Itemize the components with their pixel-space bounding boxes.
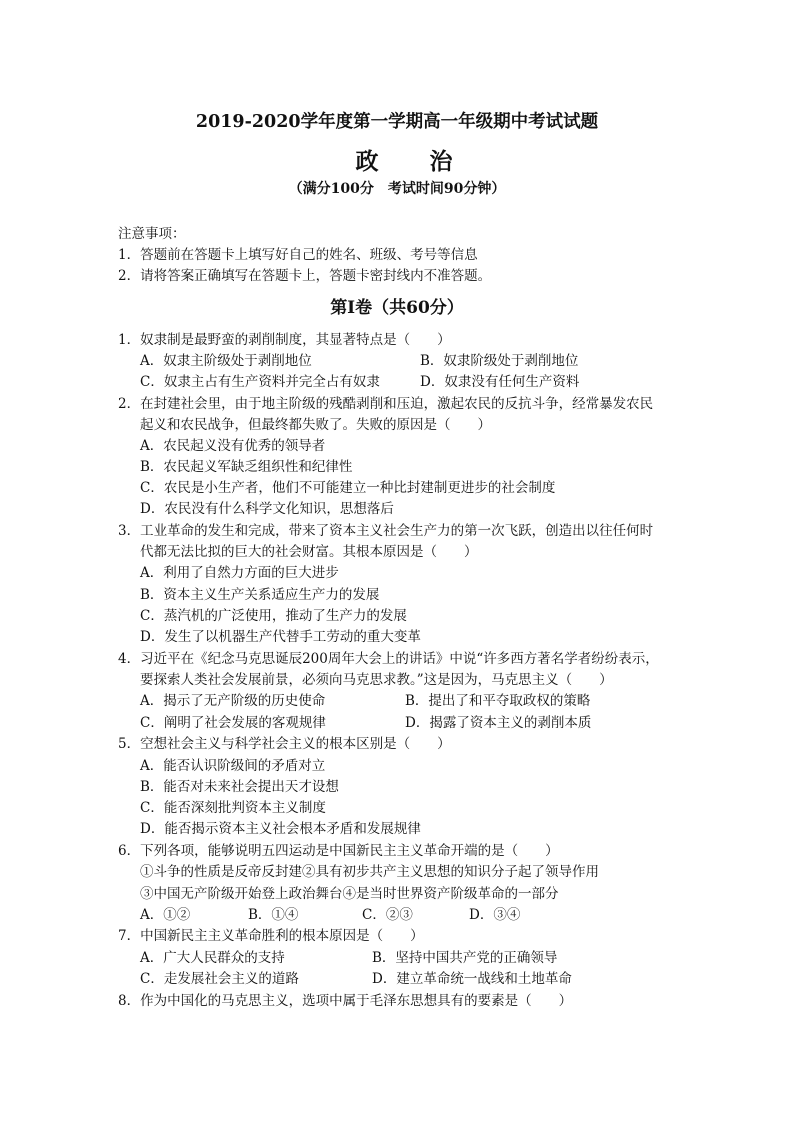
question-option: B．农民起义军缺乏组织性和纪律性 [140,459,353,475]
question-option: A．广大人民群众的支持 [140,950,285,966]
question-option: B．能否对未来社会提出天才设想 [140,779,339,795]
question-option: C．走发展社会主义的道路 [140,971,299,987]
question-option: A．奴隶主阶级处于剥削地位 [140,353,312,369]
exam-title: 2019-2020学年度第一学期高一年级期中考试试题 [195,112,599,132]
question-option: B．坚持中国共产党的正确领导 [372,950,558,966]
question-statement: ①斗争的性质是反帝反封建②具有初步共产主义思想的知识分子起了领导作用 [140,864,599,880]
question-option: A．能否认识阶级间的矛盾对立 [140,758,326,774]
question-option: B．资本主义生产关系适应生产力的发展 [140,587,380,603]
section-title: 第Ⅰ卷（共60分） [330,298,464,318]
question-option: C．奴隶主占有生产资料并完全占有奴隶 [140,374,380,390]
question-stem: 6．下列各项，能够说明五四运动是中国新民主主义革命开端的是（ ） [118,843,559,859]
question-option: C．②③ [362,907,413,923]
question-option: A．农民起义没有优秀的领导者 [140,438,326,454]
question-statement: ③中国无产阶级开始登上政治舞台④是当时世界资产阶级革命的一部分 [140,886,559,902]
question-option: D．农民没有什么科学文化知识，思想落后 [140,501,394,517]
question-stem: 2．在封建社会里，由于地主阶级的残酷剥削和压迫，激起农民的反抗斗争，经常暴发农民 [118,396,654,412]
question-stem: 7．中国新民主主义革命胜利的根本原因是（ ） [118,928,424,944]
notice-item: 2．请将答案正确填写在答题卡上，答题卡密封线内不准答题。 [118,268,492,284]
subject-title: 政 治 [355,148,467,175]
question-option: B．①④ [248,907,299,923]
question-option: C．阐明了社会发展的客观规律 [140,715,326,731]
question-stem: 起义和农民战争，但最终都失败了。失败的原因是（ ） [140,417,491,433]
question-option: C．农民是小生产者，他们不可能建立一种比封建制更进步的社会制度 [140,480,556,496]
question-option: D．揭露了资本主义的剥削本质 [405,715,592,731]
question-option: B．奴隶阶级处于剥削地位 [420,353,579,369]
question-stem: 要探索人类社会发展前景，必须向马克思求教。”这是因为，马克思主义（ ） [140,672,613,688]
question-option: C．能否深刻批判资本主义制度 [140,800,326,816]
question-option: D．奴隶没有任何生产资料 [420,374,580,390]
question-stem: 代都无法比拟的巨大的社会财富。其根本原因是（ ） [140,544,478,560]
question-option: B．提出了和平夺取政权的策略 [405,693,591,709]
question-stem: 3．工业革命的发生和完成，带来了资本主义社会生产力的第一次飞跃，创造出以往任何时 [118,523,654,539]
question-option: D．③④ [469,907,521,923]
question-option: A．利用了自然力方面的巨大进步 [140,565,339,581]
question-option: D．发生了以机器生产代替手工劳动的重大变革 [140,629,421,645]
question-stem: 8．作为中国化的马克思主义，选项中属于毛泽东思想具有的要素是（ ） [118,993,573,1009]
question-option: A．揭示了无产阶级的历史使命 [140,693,326,709]
question-stem: 5．空想社会主义与科学社会主义的根本区别是（ ） [118,736,451,752]
question-option: A．①② [140,907,191,923]
question-stem: 1．奴隶制是最野蛮的剥削制度，其显著特点是（ ） [118,332,451,348]
notice-item: 1．答题前在答题卡上填写好自己的姓名、班级、考号等信息 [118,247,478,263]
exam-info: （满分100分 考试时间90分钟） [288,181,506,197]
question-option: D．能否揭示资本主义社会根本矛盾和发展规律 [140,821,421,837]
question-stem: 4．习近平在《纪念马克思诞辰200周年大会上的讲话》中说“许多西方著名学者纷纷表示， [118,651,659,667]
question-option: C．蒸汽机的广泛使用，推动了生产力的发展 [140,608,407,624]
notice-label: 注意事项： [118,226,186,242]
question-option: D．建立革命统一战线和土地革命 [372,971,572,987]
